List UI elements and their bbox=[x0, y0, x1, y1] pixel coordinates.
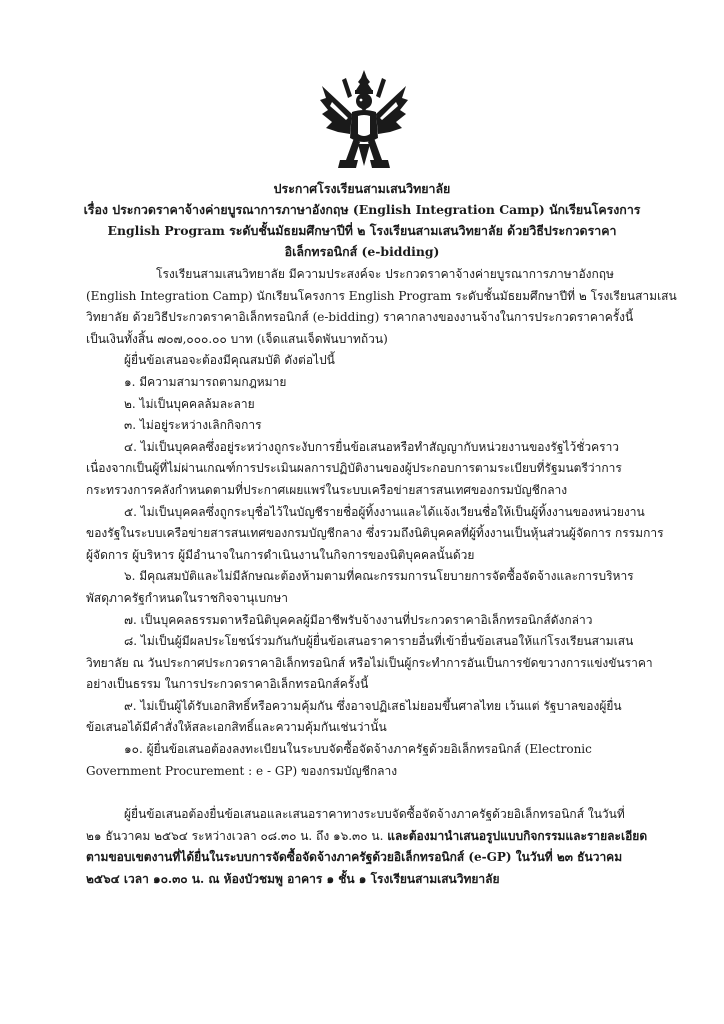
qualification-item: ๖. มีคุณสมบัติและไม่มีลักษณะต้องห้ามตามที่คณะกรรมการนโยบายการจัดซื้อจัดจ้างและการบริหาร bbox=[124, 569, 634, 584]
qualifications-intro: ผู้ยื่นข้อเสนอจะต้องมีคุณสมบัติ ดังต่อไปนี้ bbox=[124, 353, 335, 368]
intro-line: (English Integration Camp) นักเรียนโครงการ English Program ระดับชั้นมัธยมศึกษาปีที่ ๒ โรงเรียนสามเสน bbox=[86, 288, 677, 303]
qualification-item-cont: ของรัฐในระบบเครือข่ายสารสนเทศของกรมบัญชีกลาง ซึ่งรวมถึงนิติบุคคลที่ผู้ทิ้งงานเป็นหุ้นส่วนผู้จัดการ กรรมการ bbox=[86, 526, 664, 541]
qualification-item-cont: ข้อเสนอได้มีคำสั่งให้สละเอกสิทธิ์และความคุ้มกันเช่นว่านั้น bbox=[86, 720, 387, 735]
qualification-item-cont: กระทรวงการคลังกำหนดตามที่ประกาศเผยแพร่ในระบบเครือข่ายสารสนเทศของกรมบัญชีกลาง bbox=[86, 482, 568, 497]
qualification-item: ๒. ไม่เป็นบุคคลล้มละลาย bbox=[124, 396, 255, 411]
closing-line: ตามขอบเขตงานที่ได้ยื่นในระบบการจัดซื้อจัดจ้างภาครัฐด้วยอิเล็กทรอนิกส์ (e-GP) ในวันที่ ๒๓ ธันวาคม bbox=[86, 850, 623, 865]
qualification-item-cont: เนื่องจากเป็นผู้ที่ไม่ผ่านเกณฑ์การประเมินผลการปฏิบัติงานของผู้ประกอบการตามระเบียบที่รัฐมนตรีว่าการ bbox=[86, 461, 622, 476]
subject-line-1: เรื่อง ประกวดราคาจ้างค่ายบูรณาการภาษาอังกฤษ (English Integration Camp) นักเรียนโครงการ bbox=[83, 202, 641, 217]
qualification-item-cont: Government Procurement : e - GP) ของกรมบัญชีกลาง bbox=[86, 763, 398, 778]
intro-line: วิทยาลัย ด้วยวิธีประกวดราคาอิเล็กทรอนิกส์ (e-bidding) ราคากลางของงานจ้างในการประกวดราคาครั้งนี้ bbox=[86, 310, 634, 325]
announcement-header bbox=[60, 178, 664, 262]
closing-line: ๒๕๖๔ เวลา ๑๐.๓๐ น. ณ ห้องบัวชมพู อาคาร ๑ ชั้น ๑ โรงเรียนสามเสนวิทยาลัย bbox=[86, 872, 500, 887]
qualification-item: ๕. ไม่เป็นบุคคลซึ่งถูกระบุชื่อไว้ในบัญชีรายชื่อผู้ทิ้งงานและได้แจ้งเวียนชื่อให้เป็นผู้ทิ้งงานของหน่วยงาน bbox=[124, 504, 645, 519]
qualification-item-cont: วิทยาลัย ณ วันประกาศประกวดราคาอิเล็กทรอนิกส์ หรือไม่เป็นผู้กระทำการอันเป็นการขัดขวางการแข่งขันราคา bbox=[86, 655, 653, 670]
closing-line: ผู้ยื่นข้อเสนอต้องยื่นข้อเสนอและเสนอราคาทางระบบจัดซื้อจัดจ้างภาครัฐด้วยอิเล็กทรอนิกส์ ในวันที่ bbox=[124, 807, 625, 822]
qualification-item: ๔. ไม่เป็นบุคคลซึ่งอยู่ระหว่างถูกระงับการยื่นข้อเสนอหรือทำสัญญากับหน่วยงานของรัฐไว้ชั่วคราว bbox=[124, 439, 620, 454]
announcement-body bbox=[86, 264, 677, 891]
closing-date-text: ๒๑ ธันวาคม ๒๕๖๔ ระหว่างเวลา ๐๘.๓๐ น. ถึง ๑๖.๓๐ น. bbox=[86, 828, 388, 843]
qualification-item: ๘. ไม่เป็นผู้มีผลประโยชน์ร่วมกันกับผู้ยื่นข้อเสนอราคารายอื่นที่เข้ายื่นข้อเสนอให้แก่โรงเรียนสามเสน bbox=[124, 634, 634, 649]
closing-emphasis-text: และต้องมานำเสนอรูปแบบกิจกรรมและรายละเอียด bbox=[387, 828, 648, 843]
paragraph-gap bbox=[86, 782, 666, 804]
qualification-item-cont: อย่างเป็นธรรม ในการประกวดราคาอิเล็กทรอนิกส์ครั้งนี้ bbox=[86, 677, 369, 692]
qualification-item-cont: พัสดุภาครัฐกำหนดในราชกิจจานุเบกษา bbox=[86, 590, 288, 605]
subject-line-3: อิเล็กทรอนิกส์ (e-bidding) bbox=[284, 244, 440, 259]
qualification-item: ๙. ไม่เป็นผู้ได้รับเอกสิทธิ์หรือความคุ้มกัน ซึ่งอาจปฏิเสธไม่ยอมขึ้นศาลไทย เว้นแต่ รัฐบาลของผู้ยื่น bbox=[124, 698, 622, 713]
qualification-item: ๓. ไม่อยู่ระหว่างเลิกกิจการ bbox=[124, 418, 262, 433]
subject-line-2: English Program ระดับชั้นมัธยมศึกษาปีที่ ๒ โรงเรียนสามเสนวิทยาลัย ด้วยวิธีประกวดราคา bbox=[107, 223, 617, 238]
closing-line bbox=[86, 826, 666, 848]
qualification-item: ๑. มีความสามารถตามกฎหมาย bbox=[124, 374, 287, 389]
qualification-item: ๑๐. ผู้ยื่นข้อเสนอต้องลงทะเบียนในระบบจัดซื้อจัดจ้างภาครัฐด้วยอิเล็กทรอนิกส์ (Electronic bbox=[124, 742, 592, 757]
garuda-emblem-icon bbox=[318, 68, 410, 172]
qualification-item-cont: ผู้จัดการ ผู้บริหาร ผู้มีอำนาจในการดำเนินงานในกิจการของนิติบุคคลนั้นด้วย bbox=[86, 547, 475, 562]
announcement-title: ประกาศโรงเรียนสามเสนวิทยาลัย bbox=[273, 181, 451, 196]
intro-line: เป็นเงินทั้งสิ้น ๗๐๗,๐๐๐.๐๐ บาท (เจ็ดแสนเจ็ดพันบาทถ้วน) bbox=[86, 331, 388, 346]
qualification-item: ๗. เป็นบุคคลธรรมดาหรือนิติบุคคลผู้มีอาชีพรับจ้างงานที่ประกวดราคาอิเล็กทรอนิกส์ดังกล่าว bbox=[124, 612, 593, 627]
intro-line: โรงเรียนสามเสนวิทยาลัย มีความประสงค์จะ ประกวดราคาจ้างค่ายบูรณาการภาษาอังกฤษ bbox=[156, 267, 614, 281]
